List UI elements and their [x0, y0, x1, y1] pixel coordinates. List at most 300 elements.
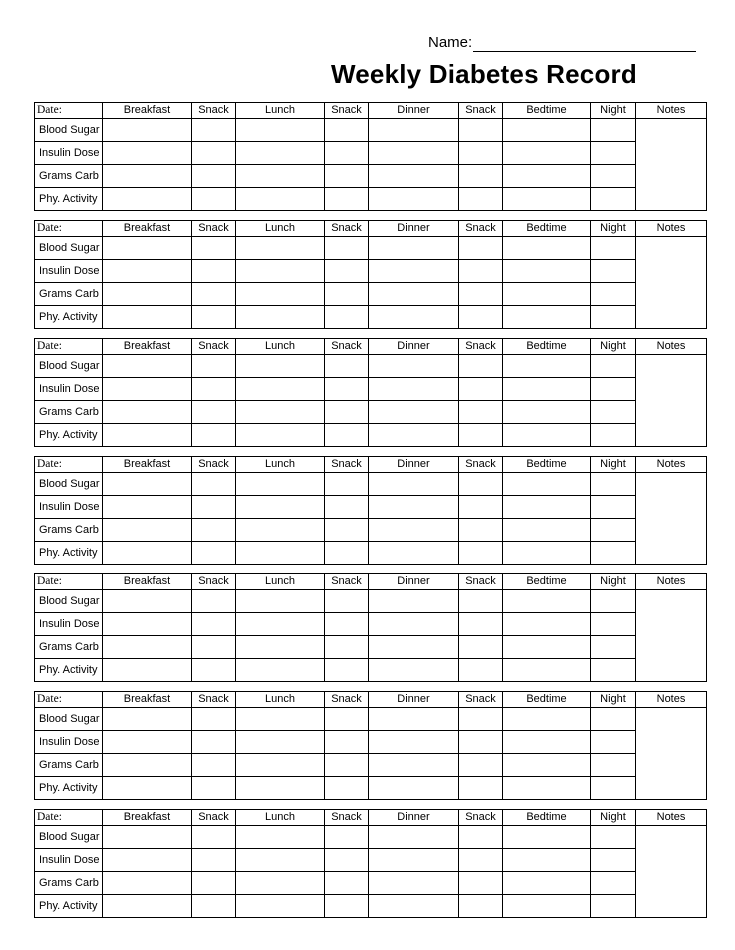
entry-cell[interactable]: [325, 496, 369, 519]
entry-cell[interactable]: [591, 165, 636, 188]
row-label-insulin-dose: Insulin Dose: [35, 496, 103, 519]
entry-cell[interactable]: [369, 708, 459, 731]
entry-cell[interactable]: [591, 306, 636, 329]
entry-cell[interactable]: [192, 659, 236, 682]
entry-cell[interactable]: [459, 188, 503, 211]
entry-cell[interactable]: [192, 895, 236, 918]
entry-cell[interactable]: [325, 613, 369, 636]
entry-cell[interactable]: [236, 895, 325, 918]
column-header-bedtime: Bedtime: [503, 574, 591, 590]
entry-cell[interactable]: [236, 165, 325, 188]
entry-cell[interactable]: [591, 283, 636, 306]
entry-cell[interactable]: [103, 473, 192, 496]
entry-cell[interactable]: [503, 378, 591, 401]
entry-cell[interactable]: [591, 754, 636, 777]
entry-cell[interactable]: [591, 119, 636, 142]
entry-cell[interactable]: [325, 119, 369, 142]
entry-cell[interactable]: [591, 636, 636, 659]
entry-cell[interactable]: [192, 777, 236, 800]
entry-cell[interactable]: [325, 473, 369, 496]
table-row-grams-carb: [35, 283, 707, 306]
entry-cell[interactable]: [503, 142, 591, 165]
row-label-insulin-dose: Insulin Dose: [35, 378, 103, 401]
entry-cell[interactable]: [236, 188, 325, 211]
entry-cell[interactable]: [591, 849, 636, 872]
entry-cell[interactable]: [236, 826, 325, 849]
date-label[interactable]: Date:: [35, 221, 103, 237]
table-row-grams-carb: [35, 519, 707, 542]
entry-cell[interactable]: [103, 260, 192, 283]
table-row-grams-carb: [35, 754, 707, 777]
table-row-phys-activity: [35, 542, 707, 565]
notes-cell[interactable]: [636, 119, 707, 211]
entry-cell[interactable]: [236, 754, 325, 777]
entry-cell[interactable]: [103, 708, 192, 731]
entry-cell[interactable]: [459, 473, 503, 496]
entry-cell[interactable]: [236, 473, 325, 496]
entry-cell[interactable]: [103, 378, 192, 401]
page-title: Weekly Diabetes Record: [331, 59, 637, 89]
column-header-night: Night: [591, 457, 636, 473]
entry-cell[interactable]: [192, 237, 236, 260]
entry-cell[interactable]: [503, 895, 591, 918]
entry-cell[interactable]: [325, 849, 369, 872]
entry-cell[interactable]: [459, 590, 503, 613]
entry-cell[interactable]: [325, 283, 369, 306]
notes-cell[interactable]: [636, 355, 707, 447]
row-label-phys-activity: Phy. Activity: [35, 188, 103, 211]
entry-cell[interactable]: [236, 237, 325, 260]
entry-cell[interactable]: [503, 519, 591, 542]
entry-cell[interactable]: [503, 165, 591, 188]
entry-cell[interactable]: [459, 731, 503, 754]
entry-cell[interactable]: [103, 826, 192, 849]
table-row-grams-carb: [35, 165, 707, 188]
entry-cell[interactable]: [192, 708, 236, 731]
entry-cell[interactable]: [503, 872, 591, 895]
table-row-blood-sugar: [35, 473, 707, 496]
entry-cell[interactable]: [369, 872, 459, 895]
entry-cell[interactable]: [591, 613, 636, 636]
entry-cell[interactable]: [459, 424, 503, 447]
entry-cell[interactable]: [325, 895, 369, 918]
table-row-insulin-dose: [35, 378, 707, 401]
entry-cell[interactable]: [192, 636, 236, 659]
entry-cell[interactable]: [103, 636, 192, 659]
entry-cell[interactable]: [103, 142, 192, 165]
entry-cell[interactable]: [459, 237, 503, 260]
entry-cell[interactable]: [369, 519, 459, 542]
date-label[interactable]: Date:: [35, 103, 103, 119]
entry-cell[interactable]: [369, 659, 459, 682]
table-header-row: [35, 574, 707, 590]
entry-cell[interactable]: [236, 636, 325, 659]
table-row-blood-sugar: [35, 237, 707, 260]
column-header-lunch: Lunch: [236, 574, 325, 590]
entry-cell[interactable]: [369, 496, 459, 519]
entry-cell[interactable]: [459, 708, 503, 731]
entry-cell[interactable]: [503, 542, 591, 565]
entry-cell[interactable]: [369, 142, 459, 165]
entry-cell[interactable]: [503, 119, 591, 142]
entry-cell[interactable]: [503, 659, 591, 682]
entry-cell[interactable]: [591, 872, 636, 895]
entry-cell[interactable]: [192, 306, 236, 329]
entry-cell[interactable]: [591, 378, 636, 401]
entry-cell[interactable]: [192, 496, 236, 519]
entry-cell[interactable]: [325, 188, 369, 211]
entry-cell[interactable]: [503, 590, 591, 613]
entry-cell[interactable]: [103, 731, 192, 754]
column-header-breakfast: Breakfast: [103, 810, 192, 826]
column-header-snack: Snack: [325, 103, 369, 119]
entry-cell[interactable]: [192, 542, 236, 565]
entry-cell[interactable]: [325, 378, 369, 401]
entry-cell[interactable]: [103, 590, 192, 613]
entry-cell[interactable]: [192, 473, 236, 496]
entry-cell[interactable]: [369, 473, 459, 496]
entry-cell[interactable]: [236, 378, 325, 401]
entry-cell[interactable]: [459, 895, 503, 918]
entry-cell[interactable]: [236, 496, 325, 519]
entry-cell[interactable]: [103, 424, 192, 447]
entry-cell[interactable]: [236, 613, 325, 636]
entry-cell[interactable]: [369, 119, 459, 142]
column-header-notes: Notes: [636, 692, 707, 708]
entry-cell[interactable]: [192, 283, 236, 306]
entry-cell[interactable]: [103, 237, 192, 260]
table-row-phys-activity: [35, 777, 707, 800]
entry-cell[interactable]: [369, 731, 459, 754]
entry-cell[interactable]: [369, 260, 459, 283]
entry-cell[interactable]: [236, 777, 325, 800]
entry-cell[interactable]: [503, 777, 591, 800]
entry-cell[interactable]: [369, 636, 459, 659]
entry-cell[interactable]: [503, 496, 591, 519]
column-header-snack: Snack: [325, 457, 369, 473]
entry-cell[interactable]: [325, 424, 369, 447]
entry-cell[interactable]: [236, 119, 325, 142]
entry-cell[interactable]: [192, 731, 236, 754]
entry-cell[interactable]: [369, 306, 459, 329]
entry-cell[interactable]: [503, 826, 591, 849]
entry-cell[interactable]: [591, 731, 636, 754]
entry-cell[interactable]: [503, 401, 591, 424]
column-header-dinner: Dinner: [369, 457, 459, 473]
column-header-bedtime: Bedtime: [503, 810, 591, 826]
table-row-grams-carb: [35, 872, 707, 895]
row-label-grams-carb: Grams Carb: [35, 165, 103, 188]
entry-cell[interactable]: [325, 237, 369, 260]
entry-cell[interactable]: [103, 895, 192, 918]
row-label-insulin-dose: Insulin Dose: [35, 849, 103, 872]
entry-cell[interactable]: [369, 826, 459, 849]
entry-cell[interactable]: [591, 895, 636, 918]
entry-cell[interactable]: [459, 119, 503, 142]
entry-cell[interactable]: [236, 708, 325, 731]
date-label[interactable]: Date:: [35, 574, 103, 590]
column-header-snack: Snack: [192, 574, 236, 590]
notes-cell[interactable]: [636, 590, 707, 682]
entry-cell[interactable]: [369, 355, 459, 378]
entry-cell[interactable]: [591, 496, 636, 519]
entry-cell[interactable]: [236, 590, 325, 613]
entry-cell[interactable]: [503, 355, 591, 378]
entry-cell[interactable]: [103, 355, 192, 378]
entry-cell[interactable]: [369, 237, 459, 260]
entry-cell[interactable]: [503, 188, 591, 211]
entry-cell[interactable]: [503, 473, 591, 496]
entry-cell[interactable]: [325, 872, 369, 895]
column-header-notes: Notes: [636, 339, 707, 355]
day-record-block: [34, 220, 706, 328]
table-header-row: [35, 103, 707, 119]
entry-cell[interactable]: [503, 613, 591, 636]
entry-cell[interactable]: [236, 849, 325, 872]
entry-cell[interactable]: [236, 401, 325, 424]
entry-cell[interactable]: [591, 260, 636, 283]
entry-cell[interactable]: [459, 519, 503, 542]
entry-cell[interactable]: [459, 496, 503, 519]
name-input-line[interactable]: [473, 51, 696, 52]
column-header-snack: Snack: [325, 221, 369, 237]
entry-cell[interactable]: [369, 590, 459, 613]
entry-cell[interactable]: [459, 165, 503, 188]
notes-cell[interactable]: [636, 237, 707, 329]
entry-cell[interactable]: [103, 872, 192, 895]
entry-cell[interactable]: [459, 283, 503, 306]
row-label-blood-sugar: Blood Sugar: [35, 708, 103, 731]
row-label-blood-sugar: Blood Sugar: [35, 355, 103, 378]
entry-cell[interactable]: [591, 188, 636, 211]
entry-cell[interactable]: [591, 542, 636, 565]
entry-cell[interactable]: [192, 260, 236, 283]
entry-cell[interactable]: [459, 849, 503, 872]
day-record-table: [34, 809, 707, 918]
entry-cell[interactable]: [236, 306, 325, 329]
entry-cell[interactable]: [192, 188, 236, 211]
entry-cell[interactable]: [591, 473, 636, 496]
entry-cell[interactable]: [325, 306, 369, 329]
entry-cell[interactable]: [103, 119, 192, 142]
entry-cell[interactable]: [503, 849, 591, 872]
notes-cell[interactable]: [636, 708, 707, 800]
entry-cell[interactable]: [369, 165, 459, 188]
entry-cell[interactable]: [325, 401, 369, 424]
entry-cell[interactable]: [459, 777, 503, 800]
entry-cell[interactable]: [103, 401, 192, 424]
table-row-blood-sugar: [35, 119, 707, 142]
entry-cell[interactable]: [459, 401, 503, 424]
entry-cell[interactable]: [325, 590, 369, 613]
row-label-grams-carb: Grams Carb: [35, 519, 103, 542]
table-header-row: [35, 692, 707, 708]
entry-cell[interactable]: [325, 777, 369, 800]
day-record-block: [34, 573, 706, 681]
date-label[interactable]: Date:: [35, 810, 103, 826]
entry-cell[interactable]: [236, 260, 325, 283]
entry-cell[interactable]: [591, 590, 636, 613]
entry-cell[interactable]: [192, 872, 236, 895]
entry-cell[interactable]: [503, 708, 591, 731]
entry-cell[interactable]: [369, 849, 459, 872]
day-record-block: [34, 809, 706, 917]
entry-cell[interactable]: [459, 260, 503, 283]
date-label[interactable]: Date:: [35, 692, 103, 708]
date-label[interactable]: Date:: [35, 457, 103, 473]
entry-cell[interactable]: [459, 378, 503, 401]
entry-cell[interactable]: [103, 754, 192, 777]
entry-cell[interactable]: [325, 142, 369, 165]
notes-cell[interactable]: [636, 826, 707, 918]
entry-cell[interactable]: [192, 355, 236, 378]
entry-cell[interactable]: [325, 731, 369, 754]
entry-cell[interactable]: [103, 849, 192, 872]
entry-cell[interactable]: [503, 731, 591, 754]
entry-cell[interactable]: [591, 826, 636, 849]
entry-cell[interactable]: [236, 424, 325, 447]
entry-cell[interactable]: [325, 355, 369, 378]
column-header-breakfast: Breakfast: [103, 339, 192, 355]
entry-cell[interactable]: [103, 165, 192, 188]
entry-cell[interactable]: [325, 826, 369, 849]
entry-cell[interactable]: [192, 142, 236, 165]
entry-cell[interactable]: [236, 731, 325, 754]
entry-cell[interactable]: [591, 142, 636, 165]
entry-cell[interactable]: [325, 260, 369, 283]
entry-cell[interactable]: [236, 872, 325, 895]
entry-cell[interactable]: [236, 142, 325, 165]
entry-cell[interactable]: [591, 237, 636, 260]
entry-cell[interactable]: [325, 754, 369, 777]
entry-cell[interactable]: [459, 542, 503, 565]
entry-cell[interactable]: [103, 519, 192, 542]
notes-cell[interactable]: [636, 473, 707, 565]
row-label-phys-activity: Phy. Activity: [35, 306, 103, 329]
entry-cell[interactable]: [503, 306, 591, 329]
entry-cell[interactable]: [192, 519, 236, 542]
entry-cell[interactable]: [369, 378, 459, 401]
column-header-lunch: Lunch: [236, 339, 325, 355]
entry-cell[interactable]: [325, 519, 369, 542]
entry-cell[interactable]: [325, 542, 369, 565]
entry-cell[interactable]: [503, 424, 591, 447]
table-row-blood-sugar: [35, 708, 707, 731]
entry-cell[interactable]: [369, 424, 459, 447]
entry-cell[interactable]: [325, 636, 369, 659]
entry-cell[interactable]: [192, 165, 236, 188]
entry-cell[interactable]: [503, 260, 591, 283]
entry-cell[interactable]: [192, 590, 236, 613]
entry-cell[interactable]: [103, 188, 192, 211]
entry-cell[interactable]: [325, 165, 369, 188]
entry-cell[interactable]: [503, 283, 591, 306]
entry-cell[interactable]: [236, 659, 325, 682]
column-header-snack: Snack: [325, 574, 369, 590]
entry-cell[interactable]: [192, 378, 236, 401]
column-header-lunch: Lunch: [236, 810, 325, 826]
column-header-snack: Snack: [459, 692, 503, 708]
entry-cell[interactable]: [459, 306, 503, 329]
row-label-grams-carb: Grams Carb: [35, 872, 103, 895]
entry-cell[interactable]: [369, 542, 459, 565]
entry-cell[interactable]: [369, 188, 459, 211]
row-label-insulin-dose: Insulin Dose: [35, 142, 103, 165]
column-header-snack: Snack: [192, 103, 236, 119]
entry-cell[interactable]: [459, 355, 503, 378]
entry-cell[interactable]: [192, 849, 236, 872]
row-label-blood-sugar: Blood Sugar: [35, 590, 103, 613]
entry-cell[interactable]: [103, 283, 192, 306]
entry-cell[interactable]: [459, 659, 503, 682]
entry-cell[interactable]: [192, 754, 236, 777]
entry-cell[interactable]: [192, 424, 236, 447]
row-label-blood-sugar: Blood Sugar: [35, 826, 103, 849]
entry-cell[interactable]: [591, 708, 636, 731]
table-row-phys-activity: [35, 188, 707, 211]
entry-cell[interactable]: [369, 401, 459, 424]
entry-cell[interactable]: [459, 142, 503, 165]
entry-cell[interactable]: [503, 754, 591, 777]
entry-cell[interactable]: [459, 636, 503, 659]
entry-cell[interactable]: [369, 613, 459, 636]
table-row-insulin-dose: [35, 496, 707, 519]
entry-cell[interactable]: [591, 355, 636, 378]
row-label-phys-activity: Phy. Activity: [35, 542, 103, 565]
entry-cell[interactable]: [459, 613, 503, 636]
entry-cell[interactable]: [591, 777, 636, 800]
entry-cell[interactable]: [192, 826, 236, 849]
entry-cell[interactable]: [236, 355, 325, 378]
entry-cell[interactable]: [591, 424, 636, 447]
entry-cell[interactable]: [103, 496, 192, 519]
entry-cell[interactable]: [591, 659, 636, 682]
entry-cell[interactable]: [103, 542, 192, 565]
entry-cell[interactable]: [503, 237, 591, 260]
entry-cell[interactable]: [459, 872, 503, 895]
column-header-bedtime: Bedtime: [503, 692, 591, 708]
entry-cell[interactable]: [103, 613, 192, 636]
entry-cell[interactable]: [591, 519, 636, 542]
entry-cell[interactable]: [103, 306, 192, 329]
column-header-dinner: Dinner: [369, 574, 459, 590]
entry-cell[interactable]: [325, 708, 369, 731]
entry-cell[interactable]: [236, 542, 325, 565]
entry-cell[interactable]: [192, 119, 236, 142]
entry-cell[interactable]: [325, 659, 369, 682]
entry-cell[interactable]: [236, 283, 325, 306]
entry-cell[interactable]: [369, 777, 459, 800]
entry-cell[interactable]: [369, 283, 459, 306]
entry-cell[interactable]: [459, 826, 503, 849]
table-header-row: [35, 339, 707, 355]
entry-cell[interactable]: [103, 777, 192, 800]
entry-cell[interactable]: [459, 754, 503, 777]
day-record-block: [34, 456, 706, 564]
entry-cell[interactable]: [192, 613, 236, 636]
entry-cell[interactable]: [591, 401, 636, 424]
table-row-blood-sugar: [35, 590, 707, 613]
entry-cell[interactable]: [369, 895, 459, 918]
entry-cell[interactable]: [103, 659, 192, 682]
entry-cell[interactable]: [503, 636, 591, 659]
entry-cell[interactable]: [192, 401, 236, 424]
column-header-notes: Notes: [636, 574, 707, 590]
column-header-snack: Snack: [192, 692, 236, 708]
entry-cell[interactable]: [236, 519, 325, 542]
date-label[interactable]: Date:: [35, 339, 103, 355]
entry-cell[interactable]: [369, 754, 459, 777]
